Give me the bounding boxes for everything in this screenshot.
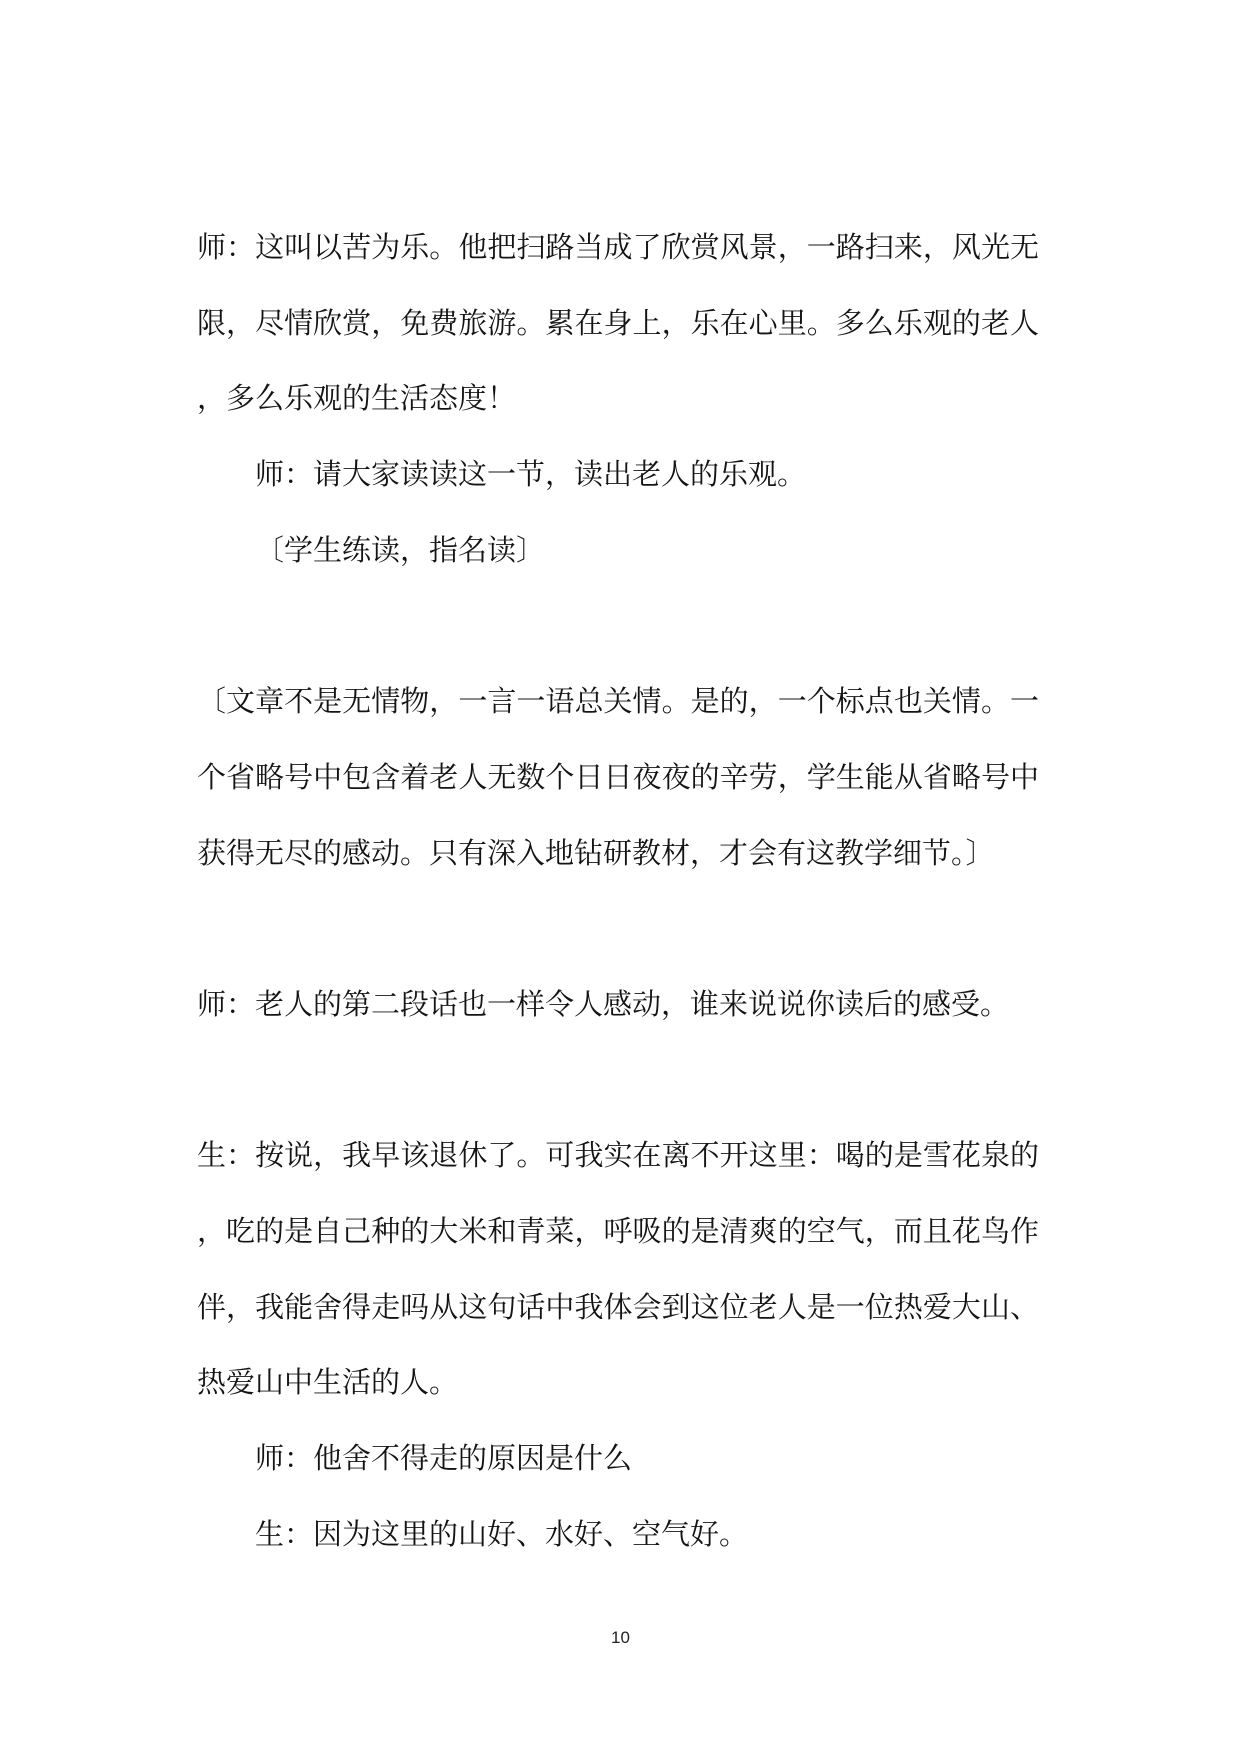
text-line: 生：按说，我早该退休了。可我实在离不开这里：喝的是雪花泉的 [197, 1138, 1039, 1173]
text-line: 师：这叫以苦为乐。他把扫路当成了欣赏风景，一路扫来，风光无 [197, 230, 1039, 264]
text-line: 获得无尽的感动。只有深入地钻研教材，才会有这教学细节。〕 [197, 835, 995, 870]
text-line: ，吃的是自己种的大米和青菜，呼吸的是清爽的空气，而且花鸟作 [197, 1213, 1039, 1248]
paragraph-commentary [197, 664, 1039, 891]
paragraph-teacher-remark [197, 210, 1039, 437]
text-line: 师：他舍不得走的原因是什么 [255, 1441, 633, 1475]
text-line: 伴，我能舍得走吗从这句话中我体会到这位老人是一位热爱大山、 [197, 1289, 1039, 1324]
text-line: 热爱山中生活的人。 [197, 1365, 459, 1400]
paragraph-student-answer [197, 1118, 1039, 1421]
blank-line [197, 588, 1039, 664]
paragraph-student-activity [197, 513, 1039, 589]
text-line: 〔学生练读，指名读〕 [255, 532, 546, 567]
text-line: 生：因为这里的山好、水好、空气好。 [255, 1516, 749, 1551]
page-number: 10 [611, 1628, 630, 1647]
text-line: 个省略号中包含着老人无数个日日夜夜的辛劳，学生能从省略号中 [197, 759, 1039, 794]
blank-line [197, 1043, 1039, 1119]
blank-line [197, 891, 1039, 967]
text-line: 师：老人的第二段话也一样令人感动，谁来说说你读后的感受。 [197, 986, 1010, 1021]
document-body [197, 210, 1039, 1572]
text-line: 师：请大家读读这一节，读出老人的乐观。 [255, 457, 807, 492]
paragraph-teacher-instruction [197, 437, 1039, 513]
text-line: ，多么乐观的生活态度！ [197, 381, 517, 416]
text-line: 〔文章不是无情物，一言一语总关情。是的，一个标点也关情。一 [197, 684, 1039, 719]
paragraph-teacher-followup [197, 1421, 1039, 1497]
paragraph-student-reply [197, 1497, 1039, 1573]
paragraph-teacher-question [197, 967, 1039, 1043]
text-line: 限，尽情欣赏，免费旅游。累在身上，乐在心里。多么乐观的老人 [197, 305, 1039, 340]
